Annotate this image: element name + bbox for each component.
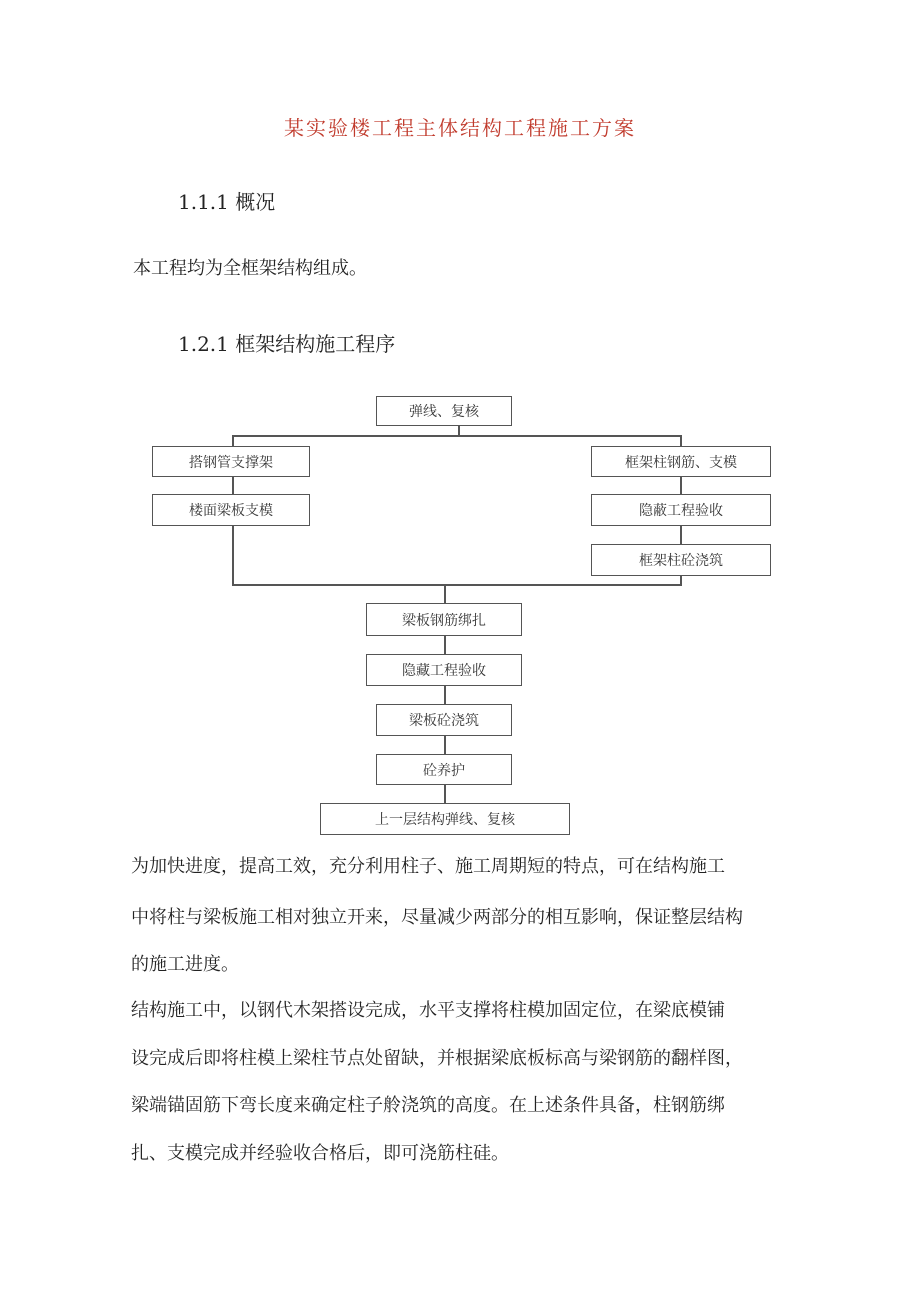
connector (232, 476, 234, 494)
connector (680, 525, 682, 545)
document-title: 某实验楼工程主体结构工程施工方案 (284, 116, 636, 140)
overview-paragraph: 本工程均为全框架结构组成。 (133, 258, 367, 279)
connector (444, 635, 446, 655)
flow-step-top: 弹线、复核 (376, 396, 512, 426)
body-line: 为加快进度，提高工效，充分利用柱子、施工周期短的特点，可在结构施工 (131, 856, 725, 877)
flow-step-right-1: 框架柱钢筋、支模 (591, 446, 771, 477)
connector (444, 784, 446, 804)
body-line: 梁端锚固筋下弯长度来确定柱子舲浇筑的高度。在上述条件具备，柱钢筋绑 (131, 1095, 725, 1116)
section-heading-procedure: 1.2.1 框架结构施工程序 (178, 332, 396, 356)
connector (444, 584, 446, 604)
flow-step-main-5: 上一层结构弹线、复核 (320, 803, 570, 835)
connector (232, 584, 682, 586)
body-line: 结构施工中，以钢代木架搭设完成，水平支撑将柱模加固定位，在梁底模铺 (131, 1000, 725, 1021)
flow-step-right-2: 隐蔽工程验收 (591, 494, 771, 526)
flow-step-main-2: 隐藏工程验收 (366, 654, 522, 686)
body-line: 的施工进度。 (131, 954, 239, 975)
flow-step-left-1: 搭钢管支撑架 (152, 446, 310, 477)
section-heading-overview: 1.1.1 概况 (178, 190, 276, 214)
connector (232, 525, 234, 585)
connector (444, 735, 446, 755)
connector (444, 685, 446, 705)
flow-step-right-3: 框架柱砼浇筑 (591, 544, 771, 576)
flow-step-main-3: 梁板砼浇筑 (376, 704, 512, 736)
connector (680, 575, 682, 585)
flow-step-main-1: 梁板钢筋绑扎 (366, 603, 522, 636)
body-line: 扎、支模完成并经验收合格后，即可浇筋柱硅。 (131, 1143, 509, 1164)
connector (680, 476, 682, 494)
flow-step-left-2: 楼面梁板支模 (152, 494, 310, 526)
body-line: 设完成后即将柱模上梁柱节点处留缺，并根据梁底板标高与梁钢筋的翻样图， (131, 1048, 743, 1069)
flow-step-main-4: 砼养护 (376, 754, 512, 785)
body-line: 中将柱与梁板施工相对独立开来，尽量减少两部分的相互影响，保证整层结构 (131, 907, 743, 928)
connector (232, 435, 682, 437)
